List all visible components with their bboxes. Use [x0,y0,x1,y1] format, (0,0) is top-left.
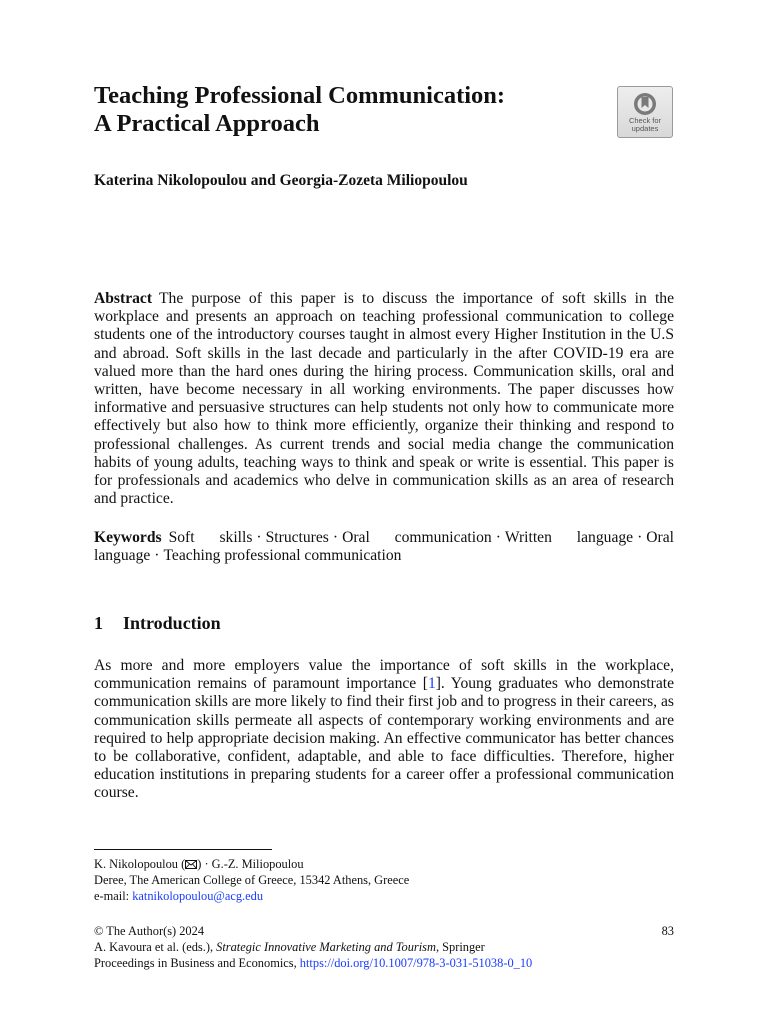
keyword-separator: · [495,529,501,546]
keyword-separator: · [332,529,339,546]
series-name: Proceedings in Business and Economics, [94,956,300,970]
footnote-email [94,888,674,904]
footnote-author-1: K. Nikolopoulou ( [94,857,186,871]
author-list: Katerina Nikolopoulou and Georgia-Zozeta Miliopoulou [94,172,468,189]
footer-citation-row [94,939,674,955]
footnote-author-rest: ) · G.-Z. Miliopoulou [197,857,304,871]
book-title: Strategic Innovative Marketing and Tourism [216,940,436,954]
email-label: e-mail: [94,889,133,903]
footnote-affiliation: Deree, The American College of Greece, 15342 Athens, Greece [94,873,410,887]
doi-link[interactable]: https://doi.org/10.1007/978-3-031-51038-0_10 [299,956,533,970]
check-for-updates-badge[interactable] [617,86,673,138]
keyword-separator: · [154,547,160,565]
keyword-item: Teaching professional communication [163,547,402,565]
abstract-label: Abstract [94,290,153,307]
keyword-item: Oral communication [342,529,492,546]
intro-paragraph [94,657,674,803]
page-number: 83 [661,924,674,938]
keyword-item: Soft skills [168,529,253,546]
keywords-label: Keywords [94,529,162,546]
footer-copyright-row [94,923,674,939]
envelope-icon [185,860,197,869]
section-title: Introduction [123,613,221,633]
keyword-item: Structures [265,529,329,546]
paper-title [94,82,594,138]
title-line-2: A Practical Approach [94,110,320,137]
section-number: 1 [94,613,103,633]
keyword-separator: · [637,529,643,546]
footnote-authors [94,856,674,872]
footer-doi-row [94,955,674,971]
badge-line-2: updates [631,124,659,133]
email-link[interactable]: katnikolopoulou@acg.edu [132,889,264,903]
page-footer [94,923,674,971]
intro-text-rest: ]. Young graduates who demonstrate communication skills are more likely to find their first job and to progress in their careers, as communication skills permeate all aspects of contemporary working environments and are required to help appropriate decision making. An effective communicator has better chances to be collaborative, confident, adaptable, and able to face difficulties. Therefore, higher education institutions in preparing students for a career offer a professional communication course. [94,675,674,802]
footnote [94,856,674,904]
keyword-item: Oral language [94,529,675,565]
citation-editors: A. Kavoura et al. (eds.), [94,940,217,954]
crossmark-icon [633,92,657,116]
copyright: © The Author(s) 2024 [94,924,205,938]
badge-line-1: Check for [628,116,662,125]
keyword-separator: · [256,529,262,546]
abstract [94,290,674,508]
intro-text-start: As more and more employers value the importance of soft skills in the workplace, communication remains of paramount importance [ [94,657,674,693]
citation-link[interactable]: 1 [427,675,436,693]
abstract-text: The purpose of this paper is to discuss the importance of soft skills in the workplace and presents an approach on teaching professional communication to college students one of the introductory courses taught in almost every Higher Institution in the U.S and abroad. Soft skills in the last decade and particularly in the after COVID-19 era are valued more than the hard ones during the hiring process. Communication skills, oral and written, have become necessary in all working environments. The paper discusses how informative and persuasive structures can help students not only how to communicate more effectively but also how to think more efficiently, organize their thinking and respond to professional challenges. As current trends and social media change the communication habits of young adults, teaching ways to think and speak or write is essential. This paper is for professionals and academics who delve in communication skills as an area of research and practice. [94,290,674,508]
footnote-divider [94,849,272,850]
title-line-1: Teaching Professional Communication: [94,82,506,109]
keyword-item: Written language [504,529,634,546]
badge-label [629,117,661,133]
section-heading [94,613,221,634]
citation-publisher: , Springer [435,940,485,954]
keywords [94,529,674,565]
